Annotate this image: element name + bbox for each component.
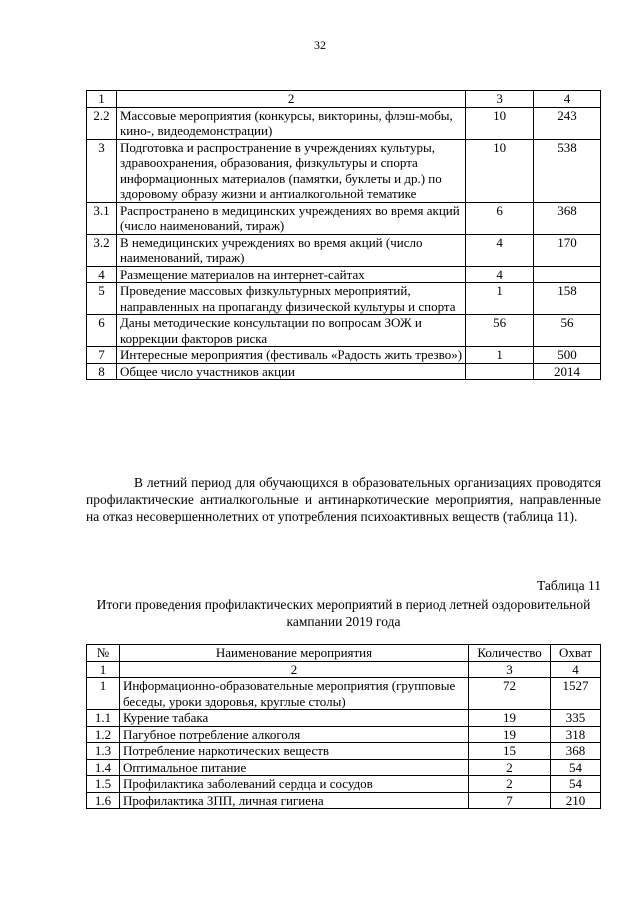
table-row [87, 678, 601, 710]
header-reach-cell: Охват [551, 645, 601, 662]
row-count-cell: 19 [469, 726, 551, 743]
table-row [87, 363, 601, 380]
row-count-cell [466, 363, 534, 380]
row-count-cell: 19 [469, 710, 551, 727]
row-count-cell: 2 [469, 776, 551, 793]
column-number-cell: 1 [87, 661, 120, 678]
row-text-cell: В немедицинских учреждениях во время акций (число наименований, тираж) [116, 234, 465, 266]
row-reach-cell: 54 [551, 759, 601, 776]
row-text-cell: Профилактика ЗПП, личная гигиена [119, 792, 468, 809]
row-count-cell: 1 [466, 347, 534, 364]
row-count-cell: 4 [466, 266, 534, 283]
row-number-cell: 4 [87, 266, 117, 283]
summer-campaign-table [86, 644, 601, 809]
table-row [87, 347, 601, 364]
row-reach-cell: 54 [551, 776, 601, 793]
row-count-cell: 72 [469, 678, 551, 710]
row-reach-cell: 2014 [534, 363, 601, 380]
column-number-cell: 4 [551, 661, 601, 678]
column-number-cell: 3 [469, 661, 551, 678]
row-count-cell: 10 [466, 139, 534, 202]
row-number-cell: 2.2 [87, 107, 117, 139]
row-number-cell: 1.1 [87, 710, 120, 727]
row-reach-cell: 243 [534, 107, 601, 139]
row-number-cell: 8 [87, 363, 117, 380]
row-text-cell: Оптимальное питание [119, 759, 468, 776]
row-text-cell: Потребление наркотических веществ [119, 743, 468, 760]
row-number-cell: 3.1 [87, 202, 117, 234]
table-row [87, 315, 601, 347]
row-count-cell: 10 [466, 107, 534, 139]
header-number-cell: № [87, 645, 120, 662]
row-text-cell: Пагубное потребление алкоголя [119, 726, 468, 743]
row-reach-cell: 210 [551, 792, 601, 809]
row-number-cell: 1 [87, 678, 120, 710]
row-count-cell: 6 [466, 202, 534, 234]
table-row [87, 776, 601, 793]
row-text-cell: Распространено в медицинских учреждениях во время акций (число наименований, тираж) [116, 202, 465, 234]
table-row [87, 710, 601, 727]
row-number-cell: 7 [87, 347, 117, 364]
header-name-cell: Наименование мероприятия [119, 645, 468, 662]
row-text-cell: Интересные мероприятия (фестиваль «Радость жить трезво») [116, 347, 465, 364]
row-count-cell: 1 [466, 283, 534, 315]
row-reach-cell: 335 [551, 710, 601, 727]
row-text-cell: Массовые мероприятия (конкурсы, викторины, флэш-мобы, кино-, видеодемонстрации) [116, 107, 465, 139]
row-reach-cell: 158 [534, 283, 601, 315]
row-number-cell: 1.2 [87, 726, 120, 743]
row-reach-cell: 318 [551, 726, 601, 743]
body-paragraph: В летний период для обучающихся в образовательных организациях проводятся профилактические антиалкогольные и антинаркотические мероприятия, направленные на отказ несовершеннолетних от употребления психоактивных веществ (таблица 11). [86, 475, 601, 524]
table-row [87, 202, 601, 234]
row-text-cell: Подготовка и распространение в учреждениях культуры, здравоохранения, образования, физкультуры и спорта информационных материалов (памятки, буклеты и др.) по здоровому образу жизни и антиалкогольной тематике [116, 139, 465, 202]
table-row [87, 107, 601, 139]
table-numbering-row [87, 661, 601, 678]
table-row [87, 726, 601, 743]
row-number-cell: 1.6 [87, 792, 120, 809]
table-label: Таблица 11 [537, 578, 601, 593]
table-row [87, 139, 601, 202]
row-count-cell: 2 [469, 759, 551, 776]
row-count-cell: 4 [466, 234, 534, 266]
row-number-cell: 1.3 [87, 743, 120, 760]
table-row [87, 743, 601, 760]
row-reach-cell: 368 [551, 743, 601, 760]
row-text-cell: Даны методические консультации по вопросам ЗОЖ и коррекции факторов риска [116, 315, 465, 347]
table-numbering-row [87, 91, 601, 108]
column-number-cell: 4 [534, 91, 601, 108]
column-number-cell: 3 [466, 91, 534, 108]
table-title: Итоги проведения профилактических мероприятий в период летней оздоровительной кампании 2019 года [96, 597, 591, 629]
row-text-cell: Профилактика заболеваний сердца и сосудов [119, 776, 468, 793]
row-text-cell: Размещение материалов на интернет-сайтах [116, 266, 465, 283]
column-number-cell: 1 [87, 91, 117, 108]
activities-table-continued [86, 90, 601, 380]
column-number-cell: 2 [116, 91, 465, 108]
table-header-row [87, 645, 601, 662]
header-count-cell: Количество [469, 645, 551, 662]
row-text-cell: Общее число участников акции [116, 363, 465, 380]
row-reach-cell: 56 [534, 315, 601, 347]
row-number-cell: 1.5 [87, 776, 120, 793]
row-count-cell: 7 [469, 792, 551, 809]
row-number-cell: 3.2 [87, 234, 117, 266]
row-text-cell: Информационно-образовательные мероприятия (групповые беседы, уроки здоровья, круглые столы) [119, 678, 468, 710]
table-row [87, 759, 601, 776]
row-reach-cell: 368 [534, 202, 601, 234]
row-number-cell: 5 [87, 283, 117, 315]
table-row [87, 234, 601, 266]
row-count-cell: 15 [469, 743, 551, 760]
row-reach-cell [534, 266, 601, 283]
table-row [87, 266, 601, 283]
table-row [87, 283, 601, 315]
row-number-cell: 3 [87, 139, 117, 202]
row-reach-cell: 1527 [551, 678, 601, 710]
row-number-cell: 1.4 [87, 759, 120, 776]
row-count-cell: 56 [466, 315, 534, 347]
row-text-cell: Курение табака [119, 710, 468, 727]
column-number-cell: 2 [119, 661, 468, 678]
table-row [87, 792, 601, 809]
row-reach-cell: 500 [534, 347, 601, 364]
row-reach-cell: 538 [534, 139, 601, 202]
row-number-cell: 6 [87, 315, 117, 347]
row-text-cell: Проведение массовых физкультурных мероприятий, направленных на пропаганду физической культуры и спорта [116, 283, 465, 315]
row-reach-cell: 170 [534, 234, 601, 266]
page-number: 32 [314, 38, 326, 52]
